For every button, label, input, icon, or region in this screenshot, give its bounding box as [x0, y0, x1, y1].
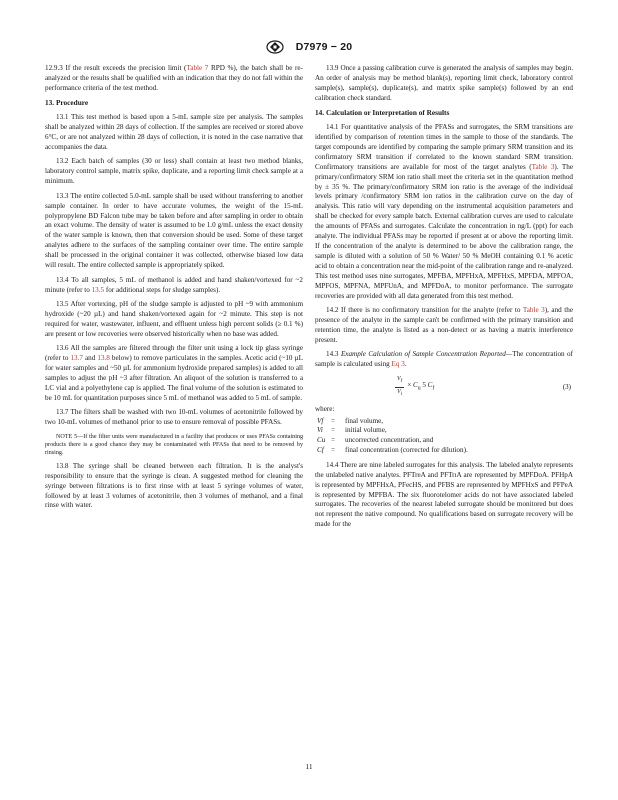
paragraph-13-8: 13.8 The syringe shall be cleaned between each filtration. It is the analyst's responsibility to ensure that the syringe is clean. A suggested method for cleaning the syringe between filtrations is to first rinse with at least 5 syringe volumes of water, followed by at least 3 volumes of acetonitrile, then 3 volumes of methanol, and a final rinse with water.	[45, 461, 303, 510]
paragraph-14-4: 14.4 There are nine labeled surrogates for this analysis. The labeled analyte represents the unlabeled native analytes. PFTreA and PFTrıA are represented by MPFDoA. PFHpA is represented by MPFHxA, PFecHS, and PFBS are represented by MPFHxS and PFPeA is represented by MPFBA. The six fluorotelomer acids do not have associated labeled surrogates. The recoveries of the nearest labeled surrogate should be monitored but does not represent the native compound. No qualifications based on surrogate recovery will be made for the	[315, 460, 573, 529]
right-column	[315, 64, 573, 535]
paragraph-13-5: 13.5 After vortexing, pH of the sludge sample is adjusted to pH ~9 with ammonium hydroxide (~20 µL) and hand shaken/vortexed again for ~2 minute. This step is not required for water, wastewater, influent, and effluent unless high percent solids (≥ 0.1 %) are present or low recoveries were observed historically when no base was added.	[45, 300, 303, 338]
definition-row: Cf = final concentration (corrected for dilution).	[317, 446, 468, 455]
paragraph-13-4: 13.4 To all samples, 5 mL of methanol is added and hand shaken/vortexed for ~2 minute (refer to 13.5 for additional steps for sludge samples).	[45, 275, 303, 294]
table-link[interactable]: Table 7	[186, 64, 209, 72]
paragraph-14-2: 14.2 If there is no confirmatory transition for the analyte (refer to Table 3), and the presence of the analyte in the sample can't be confirmed with the primary transition and retention time, the analyte is listed as a non-detect or as having a matrix interference present.	[315, 306, 573, 344]
page-number: 11	[305, 762, 313, 771]
table-link[interactable]: Table 3	[522, 306, 545, 315]
variable-definitions	[315, 417, 573, 457]
paragraph-13-1: 13.1 This test method is based upon a 5-mL sample size per analysis. The samples shall be analyzed within 28 days of collection. If the samples are received or stored above 6°C, or are not analyzed within 28 days of collection, it is noted in the case narrative that accompanies the data.	[45, 113, 303, 151]
equation-3	[315, 375, 573, 401]
left-column	[45, 64, 303, 516]
equation-number: (3)	[562, 382, 571, 391]
paragraph-14-3: 14.3 Example Calculation of Sample Concentration Reported—The concentration of sample is calculated using Eq 3.	[315, 350, 573, 369]
paragraph-12-9-3: 12.9.3 If the result exceeds the precision limit (Table 7 RPD %), the batch shall be re-analyzed or the results shall be qualified with an indication that they do not fall within the performance criteria of the test method.	[45, 64, 303, 92]
table-link[interactable]: Table 3	[531, 162, 555, 171]
page-header	[0, 38, 618, 56]
section-link[interactable]: 13.7	[70, 354, 83, 363]
section-link[interactable]: 13.5	[91, 285, 105, 294]
paragraph-13-6: 13.6 All the samples are filtered through the filter unit using a lock tip glass syringe (refer to 13.7 and 13.8 below) to remove particulates in the samples. Acetic acid (~10 µL for water samples and ~50 µL for ammonium hydroxide prepared samples) is added to all samples to adjust the pH ~3 after filtration. An aliquot of the solution is transferred to a LC vial and a polyethylene cap is applied. The final volume of the solution is estimated to be 10 mL for quantitation purposes since 5 mL of methanol was added to 5 mL of sample.	[45, 344, 303, 402]
standard-designation: D7979 − 20	[295, 41, 353, 54]
definition-row: Cu = uncorrected concentration, and	[317, 436, 434, 445]
equation-link[interactable]: Eq 3	[391, 360, 405, 369]
paragraph-13-9: 13.9 Once a passing calibration curve is generated the analysis of samples may begin. An order of analysis may be method blank(s), reporting limit check, laboratory control sample(s), sample(s), duplicate(s), and matrix spike sample(s) followed by an end calibration check standard.	[315, 64, 573, 102]
definition-row: Vi = initial volume,	[317, 426, 387, 435]
paragraph-14-1: 14.1 For quantitative analysis of the PFASs and surrogates, the SRM transitions are identified by comparison of retention times in the sample to those of the standards. The target compounds are identified by comparing the sample primary SRM transition and its confirmatory SRM transition if correlated to the known standard SRM transition. Confirmatory transitions are available for most of the target analytes (Table 3). The primary/confirmatory SRM ion ratio shall meet the criteria set in the quantitation method by ± 35 %. The primary/confirmatory SRM ion ratio is the average of the individual levels primary /confirmatory SRM ion ratios in the calibration curve on the day of analysis. This ratio will vary depending on the instrumental acquisition parameters and shall be checked for every sample batch. External calibration curves are used to calculate the amounts of PFASs and surrogates. Calculate the concentration in ng/L (ppt) for each analyte. The individual PFASs may be reported if present at or above the reporting limit. If the concentration of the analyte is determined to be above the calibration range, the sample is diluted with a solution of 50 % Water/ 50 % MeOH containing 0.1 % acetic acid to obtain a concentration near the mid-point of the calibration range and re-analyzed. This test method uses nine surrogates, MPFBA, MPFHxA, MPFHxS, MPFDA, MPFOA, MPFOS, MPFNA, MPFUnA, and MPFDoA, to monitor performance. The surrogate recoveries are provided with all data generated from this test method.	[315, 123, 573, 300]
section-link[interactable]: 13.8	[97, 354, 110, 363]
definition-row: Vf = final volume,	[317, 416, 384, 425]
section-heading-procedure: 13. Procedure	[45, 98, 89, 108]
astm-logo-icon	[266, 40, 284, 54]
section-heading-calculation: 14. Calculation or Interpretation of Results	[315, 108, 450, 118]
paragraph-13-3: 13.3 The entire collected 5.0-mL sample shall be used without transferring to another sample container. In order to have accurate volumes, the weight of the 15-mL polypropylene BD Falcon tube may be taken before and after sampling in order to obtain an exact volume. The density of water is assumed to be 1.0 g/mL unless the exact density of the water sample is known, then that conversion should be used. Some of these target analytes adhere to the surfaces of the sampling container over time. The entire sample shall be processed in the original container it was collected, otherwise biased low data will result. The entire collected sample is appropriately spiked.	[45, 191, 303, 270]
paragraph-13-7: 13.7 The filters shall be washed with two 10-mL volumes of acetonitrile followed by two 10-mL volumes of methanol prior to use to ensure removal of possible PFASs.	[45, 408, 303, 427]
equation-formula: $\frac{V_f}{V_i}$ × $C_u$ 5 $C_f$	[397, 376, 435, 398]
paragraph-13-2: 13.2 Each batch of samples (30 or less) shall contain at least two method blanks, laboratory control sample, matrix spike, duplicate, and a reporting limit check sample at a minimum.	[45, 157, 303, 186]
where-label: where:	[315, 404, 335, 413]
note-5: NOTE 5—If the filter units were manufactured in a facility that produces or uses PFASs containing products there is a good chance they may be contaminated with PFASs that need to be removed by rinsing.	[45, 433, 303, 457]
